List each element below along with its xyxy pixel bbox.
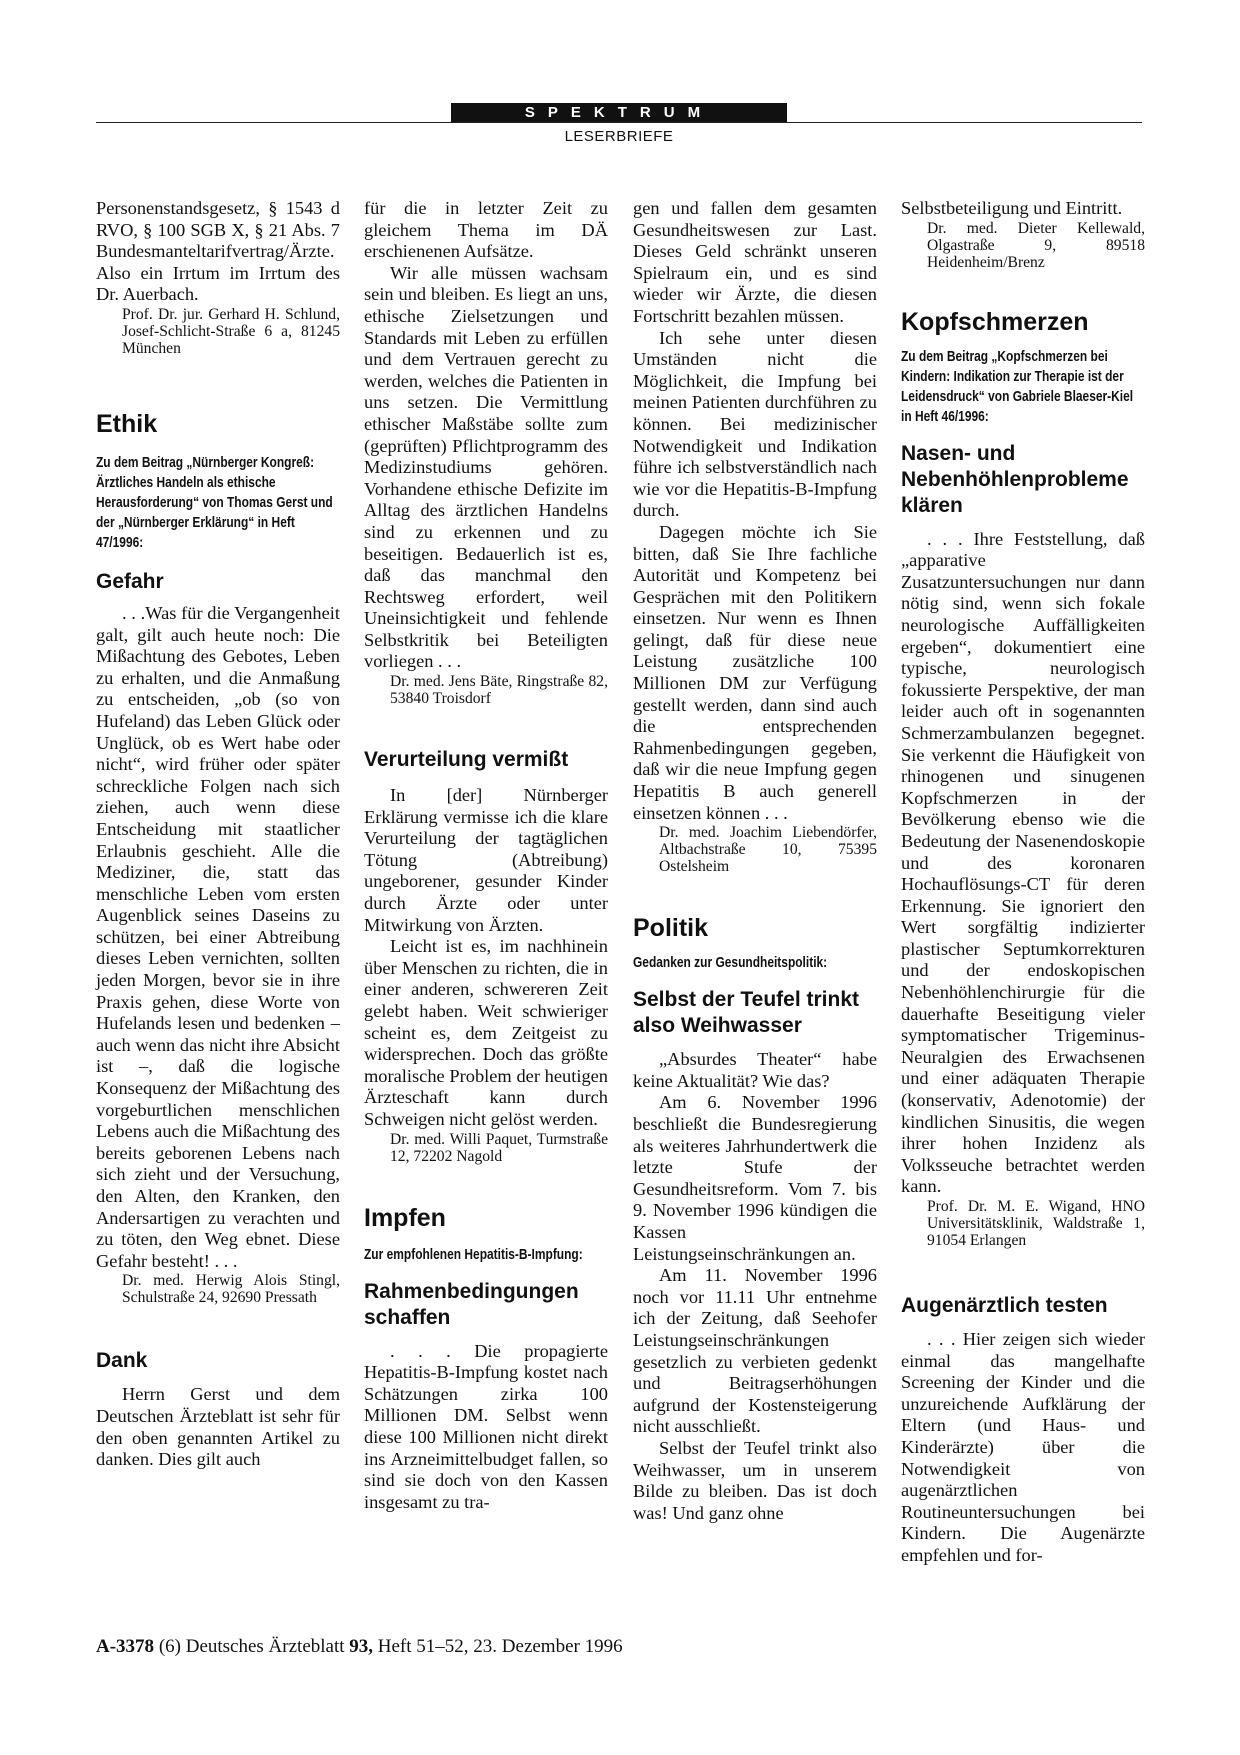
paragraph: gen und fallen dem gesamten Gesundheitswesen zur Last. Dieses Geld schränkt unseren Spielraum ein, und es sind wieder wir Ärzte, die diesen Fortschritt bezahlen müssen. <box>633 198 877 326</box>
signature: Dr. med. Herwig Alois Stingl, Schulstraße 24, 92690 Pressath <box>122 1272 340 1307</box>
paragraph: . . . Ihre Feststellung, daß „apparative Zusatzuntersuchungen nur dann nötig sind, wenn sich fokale neurologische Auffälligkeiten ergeben“, dokumentiert eine typische, neurologisch fokussierte Perspektive, der man leider auch oft in sogenannten Schmerzambulanzen begegnet. Sie verkennt die Häufigkeit von rhinogenen und sinugenen Kopfschmerzen in der Bevölkerung ebenso wie die Bedeutung der Nasenendoskopie und des koronaren Hochauflösungs-CT für deren Erkennung. Sie ignoriert den Wert sorgfältig indizierter plastischer Septumkorrekturen und der endoskopischen Nebenhöhlenchirurgie für die dauerhafte Beseitigung vieler symptomatischer Trigeminus-Neuralgien des Erwachsenen und einer adäquaten Therapie (konservativ, Adenotomie) der kindlichen Sinusitis, die wegen ihrer hohen Inzidenz als Volksseuche betrachtet werden kann. <box>901 528 1145 1197</box>
section-heading-kopfschmerzen: Kopfschmerzen <box>901 307 1089 336</box>
column-4 <box>901 198 1145 1567</box>
paragraph: Ich sehe unter diesen Umständen nicht die Möglichkeit, die Impfung bei meinen Patienten durchführen zu können. Bei medizinischer Notwendigkeit und Indikation führe ich selbstverständlich nach wie vor die Hepatitis-B-Impfung durch. <box>633 327 877 521</box>
letter-heading-verurteilung: Verurteilung vermißt <box>364 748 569 772</box>
signature: Dr. med. Dieter Kellewald, Olgastraße 9, 89518 Heidenheim/Brenz <box>927 219 1145 271</box>
paragraph: für die in letzter Zeit zu gleichem Thema im DÄ erschienenen Aufsätze. <box>364 198 608 262</box>
page-number: A-3378 <box>96 1636 155 1657</box>
section-heading-impfen: Impfen <box>364 1203 446 1232</box>
paragraph: . . .Was für die Vergangenheit galt, gilt auch heute noch: Die Mißachtung des Gebotes, Leben zu erhalten, und die Anmaßung zu entscheiden, „ob (so von Hufeland) das Leben Glück oder Unglück, ob es Wert habe oder nicht“, wird früher oder später schreckliche Folgen nach sich ziehen, auch wenn diese Entscheidung mit staatlicher Erlaubnis geschieht. Alle die Mediziner, die, statt das menschliche Leben vom ersten Augenblick seines Daseins zu schützen, bei einer Abtreibung dieses Leben vernichten, sollten jeden Morgen, bevor sie in ihre Praxis gehen, diese Worte von Hufelands lesen und bedenken – auch wenn das nicht ihre Absicht ist –, daß die logische Konsequenz der Mißachtung des vorgeburtlichen menschlichen Lebens auch die Mißachtung des bereits geborenen Lebens nach sich zieht und der Versuchung, den Alten, den Kranken, den Andersartigen zu verachten und zu töten, den Weg ebnet. Diese Gefahr besteht! . . . <box>96 602 340 1271</box>
paragraph: Am 6. November 1996 beschließt die Bundesregierung als weiteres Jahrhundertwerk die letzte Stufe der Gesundheitsreform. Vom 7. bis 9. November 1996 kündigen die Kassen Leistungseinschränkungen an. <box>633 1092 877 1264</box>
article-reference: Zu dem Beitrag „Kopfschmerzen bei Kindern: Indikation zur Therapie ist der Leidensdruck“ von Gabriele Blaeser-Kiel in Heft 46/1996: <box>901 348 1134 425</box>
signature: Dr. med. Willi Paquet, Turmstraße 12, 72202 Nagold <box>390 1130 608 1165</box>
section-banner: SPEKTRUM <box>451 103 787 123</box>
letter-heading-teufel: Selbst der Teufel trinkt also Weihwasser <box>633 988 859 1038</box>
footer-journal: (6) Deutsches Ärzteblatt <box>158 1636 345 1657</box>
paragraph: . . . Hier zeigen sich wieder einmal das mangelhafte Screening der Kinder und die unzureichende Aufklärung der Eltern (und Haus- und Kinderärzte) über die Notwendigkeit von augenärztlichen Routineuntersuchungen bei Kindern. Die Augenärzte empfehlen und for- <box>901 1329 1145 1565</box>
column-2 <box>364 198 608 1513</box>
paragraph: Am 11. November 1996 noch vor 11.11 Uhr entnehme ich der Zeitung, daß Seehofer Leistungseinschränkungen gesetzlich zu verbieten gedenkt und Beitragserhöhungen aufgrund der Kostensteigerung nicht ausschließt. <box>633 1265 877 1437</box>
article-reference: Gedanken zur Gesundheitspolitik: <box>633 955 828 972</box>
paragraph: Leicht ist es, im nachhinein über Menschen zu richten, die in einer anderen, schwereren Zeit gelebt haben. Weit schwieriger scheint es, dem Zeitgeist zu widersprechen. Doch das größte moralische Problem der heutigen Ärzteschaft kann durch Schweigen nicht gelöst werden. <box>364 936 608 1129</box>
header-rule <box>96 122 1142 123</box>
paragraph: Herrn Gerst und dem Deutschen Ärzteblatt ist sehr für den oben genannten Artikel zu danken. Dies gilt auch <box>96 1384 340 1470</box>
column-1 <box>96 198 340 1471</box>
paragraph: Wir alle müssen wachsam sein und bleiben. Es liegt an uns, ethische Zielsetzungen und Standards mit Leben zu erfüllen und dem Vertrauen gerecht zu werden, welches die Patienten in uns setzen. Die Vermittlung ethischer Maßstäbe sollte zum (geprüften) Pflichtprogramm des Medizinstudiums gehören. Vorhandene ethische Defizite im Alltag des ärztlichen Handelns sind zu erkennen und zu beseitigen. Bedauerlich ist es, daß das manchmal den Rechtsweg erfordert, weil Uneinsichtigkeit und fehlende Selbstkritik bei Beteiligten vorliegen . . . <box>364 262 608 672</box>
paragraph: Dagegen möchte ich Sie bitten, daß Sie Ihre fachliche Autorität und Kompetenz bei Gesprächen mit den Politikern einsetzen. Nur wenn es Ihnen gelingt, daß für diese neue Leistung zusätzliche 100 Millionen DM zur Verfügung gestellt werden, dann sind auch die entsprechenden Rahmenbedingungen gegeben, daß wir die neue Impfung gegen Hepatitis B auch generell einsetzen können . . . <box>633 521 877 823</box>
letter-heading-dank: Dank <box>96 1349 148 1373</box>
signature: Prof. Dr. jur. Gerhard H. Schlund, Josef-Schlicht-Straße 6 a, 81245 München <box>122 305 340 357</box>
footer-issue: Heft 51–52, 23. Dezember 1996 <box>377 1636 623 1657</box>
paragraph: . . . Die propagierte Hepatitis-B-Impfung kostet nach Schätzungen zirka 100 Millionen DM. Selbst wenn diese 100 Millionen nicht direkt ins Arzneimittelbudget fallen, so sind sie doch von den Kassen insgesamt zu tra- <box>364 1340 608 1512</box>
article-reference: Zu dem Beitrag „Nürnberger Kongreß: Ärztliches Handeln als ethische Herausforderung“ von Thomas Gerst und der „Nürnberger Erklärung“ in Heft 47/1996: <box>96 454 333 551</box>
paragraph: Selbstbeteiligung und Eintritt. <box>901 198 1123 218</box>
section-heading-ethik: Ethik <box>96 409 158 438</box>
letter-heading-gefahr: Gefahr <box>96 569 164 593</box>
paragraph: Personenstandsgesetz, § 1543 d RVO, § 100 SGB X, § 21 Abs. 7 Bundesmanteltarifvertrag/Ärzte. Also ein Irrtum im Irrtum des Dr. Auerbach. <box>96 198 340 305</box>
paragraph: „Absurdes Theater“ habe keine Aktualität? Wie das? <box>633 1049 877 1091</box>
paragraph: In [der] Nürnberger Erklärung vermisse ich die klare Verurteilung der tagtäglichen Tötung (Abtreibung) ungeborener, gesunder Kinder durch Ärzte oder unter Mitwirkung von Ärzten. <box>364 785 608 935</box>
paragraph: Selbst der Teufel trinkt also Weihwasser, um in unserem Bilde zu bleiben. Das ist doch was! Und ganz ohne <box>633 1437 877 1523</box>
signature: Prof. Dr. M. E. Wigand, HNO Universitätsklinik, Waldstraße 1, 91054 Erlangen <box>927 1198 1145 1249</box>
section-heading-politik: Politik <box>633 914 709 943</box>
footer-volume: 93, <box>349 1636 374 1657</box>
letter-heading-augen: Augenärztlich testen <box>901 1294 1108 1317</box>
column-3 <box>633 198 877 1524</box>
article-reference: Zur empfohlenen Hepatitis-B-Impfung: <box>364 1246 583 1263</box>
signature: Dr. med. Joachim Liebendörfer, Altbachstraße 10, 75395 Ostelsheim <box>659 824 877 876</box>
letter-heading-nasen: Nasen- und Nebenhöhlenprobleme klären <box>901 441 1129 517</box>
signature: Dr. med. Jens Bäte, Ringstraße 82, 53840 Troisdorf <box>390 673 608 708</box>
page-footer <box>96 1636 623 1658</box>
section-subtitle: LESERBRIEFE <box>564 128 674 145</box>
letter-heading-rahmenbedingungen: Rahmenbedingungen schaffen <box>364 1279 579 1329</box>
